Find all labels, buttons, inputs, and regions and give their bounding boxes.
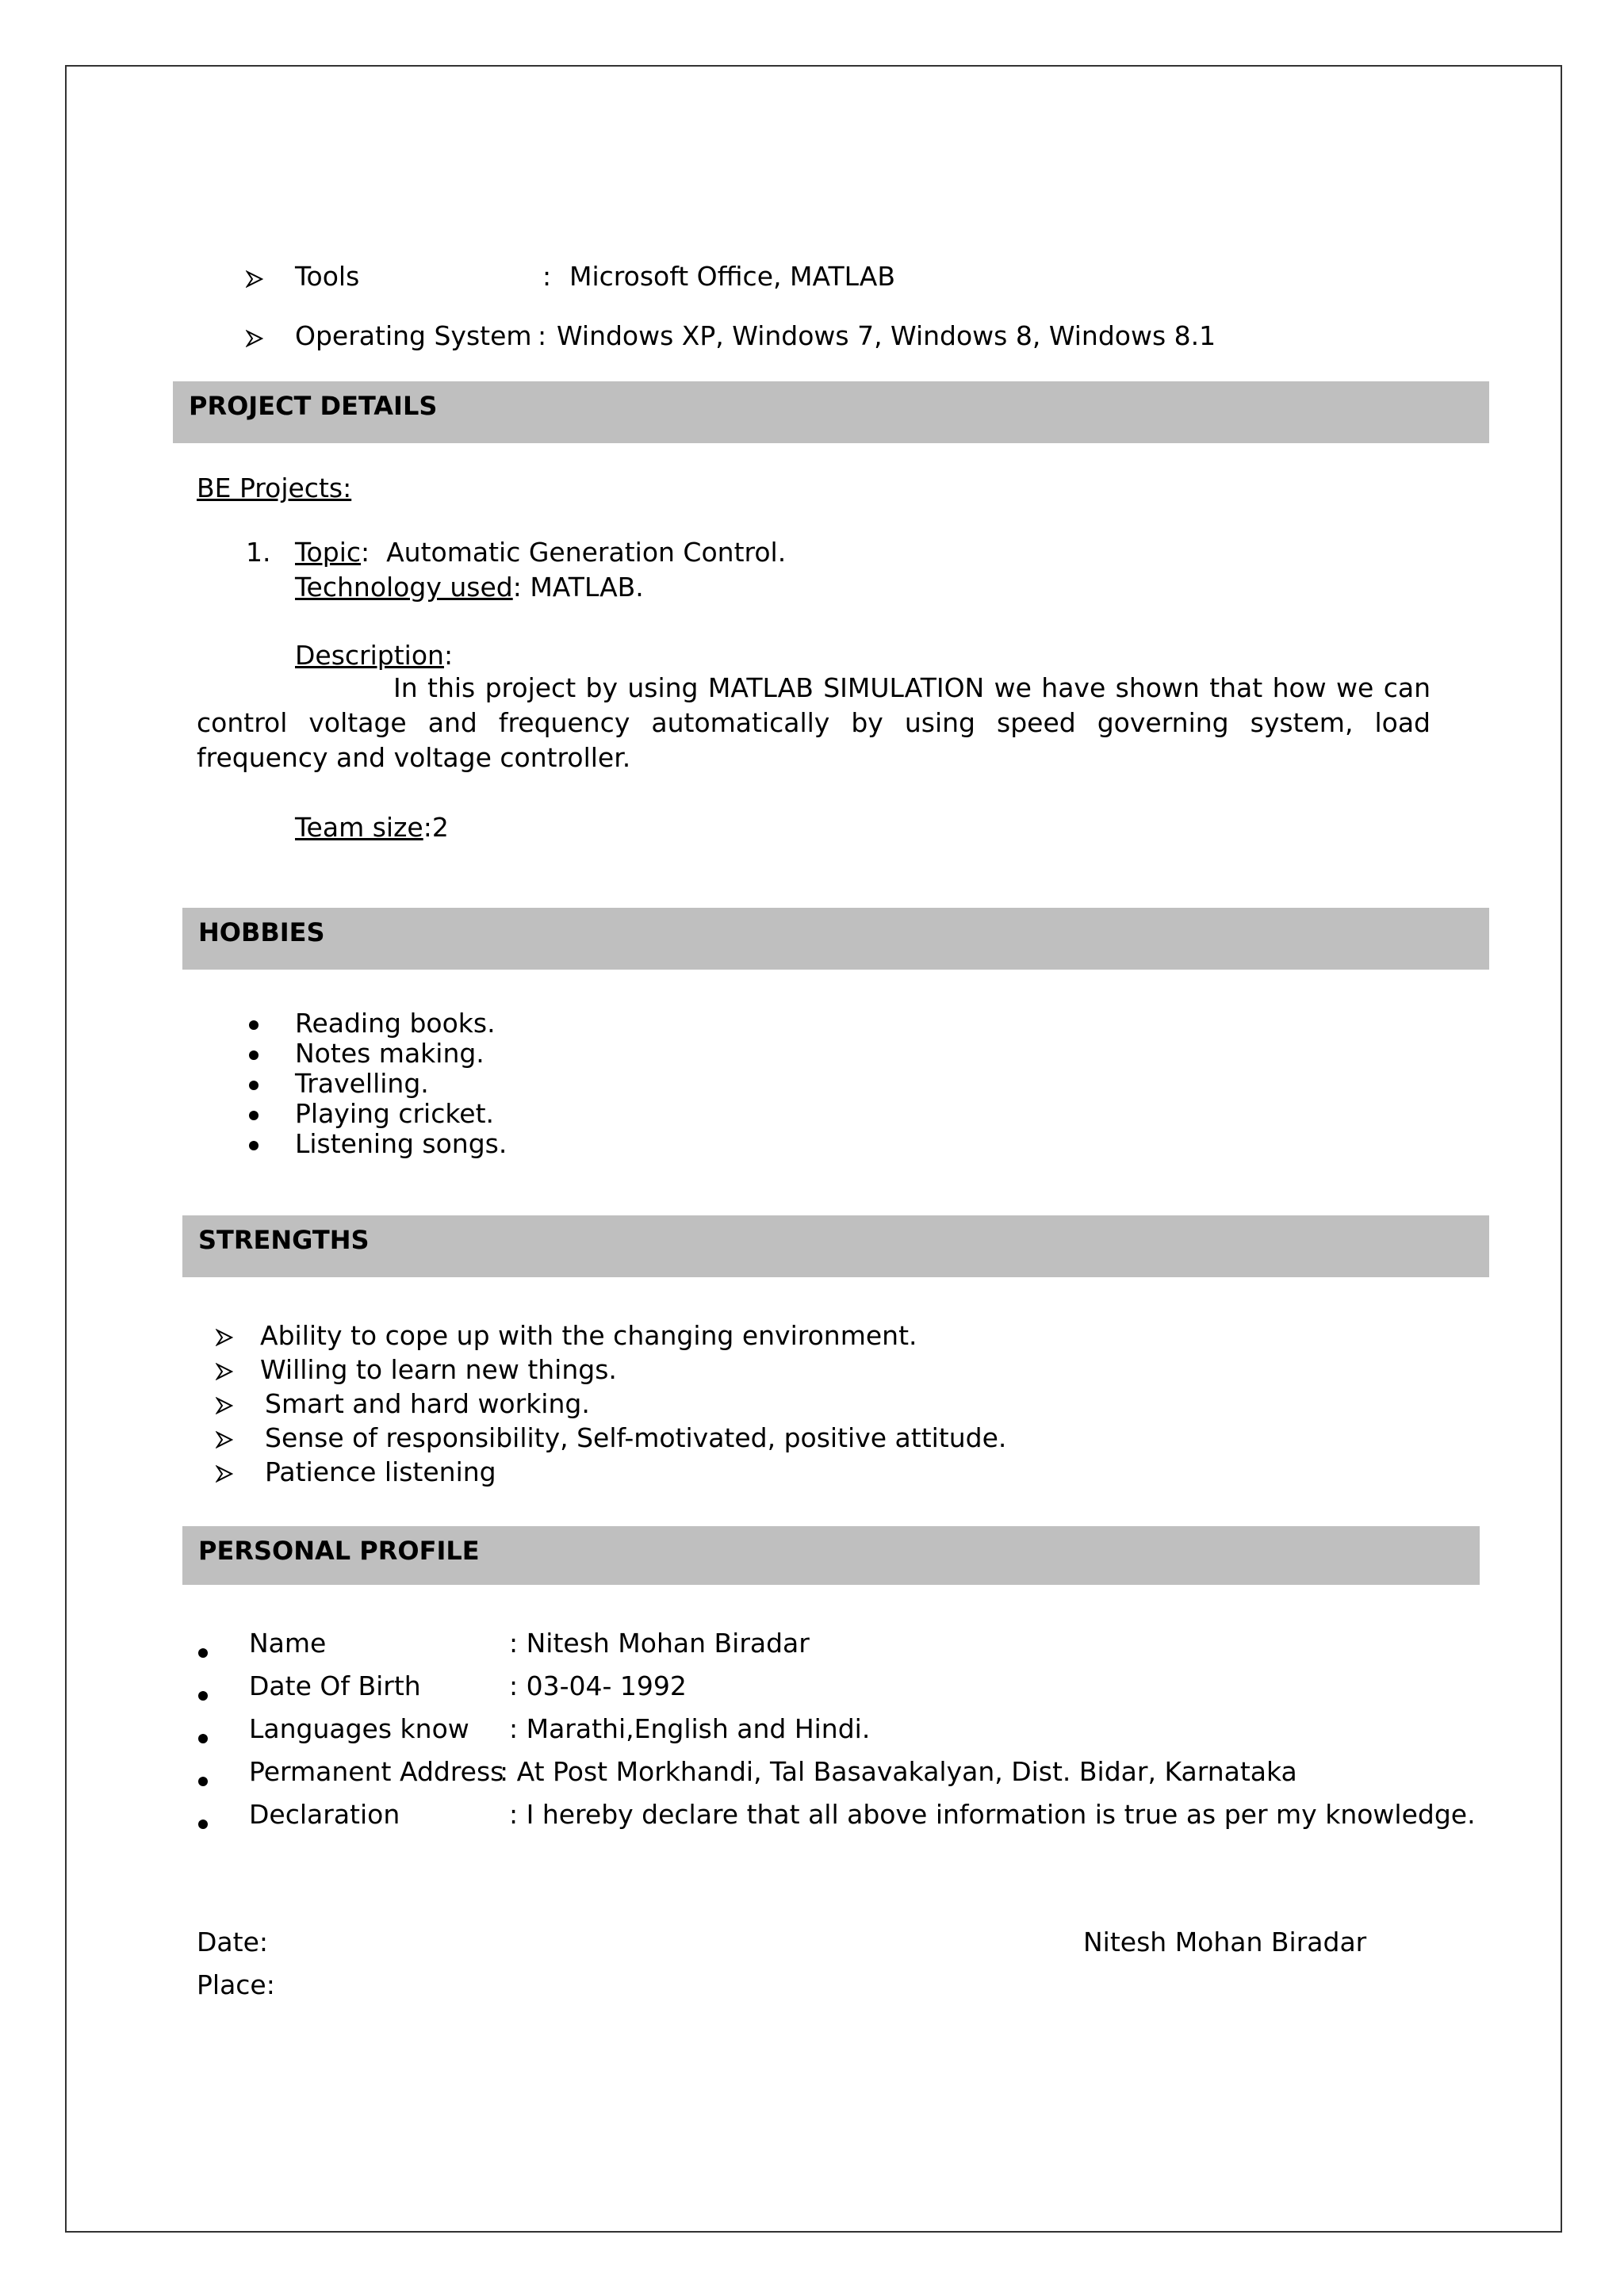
profile-value-address: : At Post Morkhandi, Tal Basavakalyan, Dist. Bidar, Karnataka xyxy=(500,1756,1297,1787)
bullet-icon xyxy=(249,1050,259,1060)
skill-value-os: Windows XP, Windows 7, Windows 8, Windows 8.1 xyxy=(557,320,1216,351)
bullet-icon xyxy=(198,1734,208,1743)
bullet-icon xyxy=(249,1020,259,1030)
strength-item: Ability to cope up with the changing environment. xyxy=(260,1320,917,1351)
team-size-value: 2 xyxy=(431,812,449,843)
project-topic xyxy=(295,538,786,568)
footer-place-label: Place: xyxy=(197,1969,275,2000)
hobby-item: Reading books. xyxy=(295,1008,496,1039)
arrow-bullet-icon xyxy=(246,266,263,289)
bullet-icon xyxy=(198,1691,208,1701)
hobby-item: Travelling. xyxy=(295,1068,429,1099)
footer-signature-name: Nitesh Mohan Biradar xyxy=(1083,1927,1367,1957)
project-technology xyxy=(295,572,644,603)
project-description-text xyxy=(197,671,1431,775)
skill-value-tools: Microsoft Office, MATLAB xyxy=(569,261,895,292)
profile-value-name: : Nitesh Mohan Biradar xyxy=(509,1628,810,1659)
colon: : xyxy=(423,812,432,843)
technology-value: MATLAB. xyxy=(530,572,644,603)
profile-value-languages: : Marathi,English and Hindi. xyxy=(509,1713,871,1744)
bullet-icon xyxy=(249,1111,259,1120)
bullet-icon xyxy=(198,1820,208,1829)
project-team-size xyxy=(295,813,449,843)
colon: : xyxy=(361,537,387,568)
bullet-icon xyxy=(198,1648,208,1658)
strength-item: Willing to learn new things. xyxy=(260,1354,617,1385)
topic-label: Topic xyxy=(295,537,361,568)
arrow-bullet-icon xyxy=(216,1324,233,1348)
arrow-bullet-icon xyxy=(216,1358,233,1382)
arrow-bullet-icon xyxy=(246,325,263,349)
profile-value-declaration: : I hereby declare that all above information is true as per my knowledge. xyxy=(509,1799,1476,1830)
section-header-project-details xyxy=(173,381,1489,443)
bullet-icon xyxy=(249,1141,259,1150)
colon: : xyxy=(443,640,454,671)
strength-item: Smart and hard working. xyxy=(265,1388,590,1419)
be-projects-subheading: BE Projects: xyxy=(197,473,352,503)
profile-label-languages: Languages know xyxy=(249,1713,469,1744)
strength-item: Patience listening xyxy=(265,1456,496,1487)
section-header-personal-profile xyxy=(182,1526,1480,1585)
project-description-heading xyxy=(295,641,453,671)
description-text: In this project by using MATLAB SIMULATION we have shown that how we can control voltage and frequency automatically by using speed governing system, load frequency and voltage controller. xyxy=(197,672,1431,773)
bullet-icon xyxy=(198,1777,208,1786)
strength-item: Sense of responsibility, Self-motivated, positive attitude. xyxy=(265,1422,1007,1453)
hobby-item: Notes making. xyxy=(295,1038,485,1069)
section-title: PERSONAL PROFILE xyxy=(198,1536,480,1566)
team-size-label: Team size xyxy=(295,812,423,843)
footer-date-label: Date: xyxy=(197,1927,268,1957)
section-header-hobbies xyxy=(182,908,1489,970)
hobby-item: Playing cricket. xyxy=(295,1098,495,1129)
hobby-item: Listening songs. xyxy=(295,1128,508,1159)
skill-label-tools: Tools xyxy=(295,261,360,292)
arrow-bullet-icon xyxy=(216,1426,233,1450)
skill-colon: : xyxy=(542,261,552,292)
profile-label-declaration: Declaration xyxy=(249,1799,400,1830)
skill-label-os: Operating System xyxy=(295,320,532,351)
technology-label: Technology used xyxy=(295,572,513,603)
project-number: 1. xyxy=(246,537,271,568)
arrow-bullet-icon xyxy=(216,1460,233,1484)
arrow-bullet-icon xyxy=(216,1392,233,1416)
section-header-strengths xyxy=(182,1215,1489,1277)
profile-label-name: Name xyxy=(249,1628,327,1659)
section-title: PROJECT DETAILS xyxy=(189,391,438,421)
section-title: HOBBIES xyxy=(198,917,325,947)
profile-value-dob: : 03-04- 1992 xyxy=(509,1670,687,1701)
bullet-icon xyxy=(249,1081,259,1090)
topic-value: Automatic Generation Control. xyxy=(386,537,787,568)
skill-colon: : xyxy=(538,320,547,351)
description-label: Description xyxy=(295,640,444,671)
colon: : xyxy=(512,572,530,603)
section-title: STRENGTHS xyxy=(198,1225,370,1255)
profile-label-dob: Date Of Birth xyxy=(249,1670,421,1701)
profile-label-address: Permanent Address xyxy=(249,1756,504,1787)
